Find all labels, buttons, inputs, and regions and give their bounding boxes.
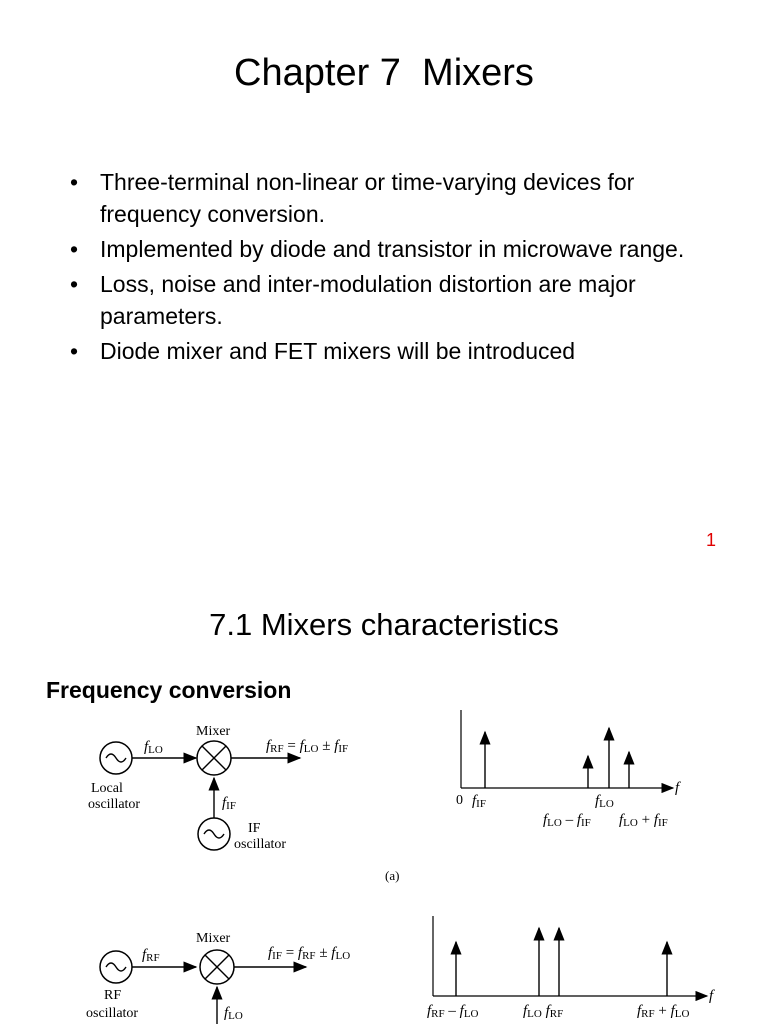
tick-fif: fIF [472,793,486,810]
sine-wave-icon [204,830,224,838]
bullet-glyph: • [70,236,79,262]
rf-label: RF [104,988,122,1003]
spectrum-plot-b [425,912,725,1024]
bullet-glyph: • [70,169,79,195]
section-title: 7.1 Mixers characteristics [209,607,559,642]
bullet-glyph: • [70,271,79,297]
lo-label: oscillator [88,797,141,812]
flo-symbol: fLO [144,739,163,756]
flo-symbol: fLO [224,1005,243,1022]
tick-flo-frf: fLO fRF [523,1003,564,1020]
fif-equation: fIF = fRF ± fLO [268,945,351,962]
lo-label: Local [91,781,123,796]
rf-label: oscillator [86,1006,139,1021]
if-label: IF [248,821,261,836]
bullet-item [70,335,710,367]
bullet-glyph: • [70,338,79,364]
tick-zero: 0 [456,793,463,808]
bullet-text: Diode mixer and FET mixers will be introduced [100,338,576,364]
spectrum-plot-a [425,704,695,834]
axis-f: f [709,988,714,1004]
fif-symbol: fIF [222,795,236,812]
subheading: Frequency conversion [46,677,292,703]
tick-frf-minus-flo: fRF – fLO [427,1003,479,1020]
sine-wave-icon [106,963,126,971]
tick-flo-minus-fif: fLO – fIF [543,812,591,829]
bullet-item [70,166,710,230]
slide-title: Chapter 7 Mixers [234,52,534,94]
frf-symbol: fRF [142,947,160,964]
tick-frf-plus-flo: fRF + fLO [637,1003,690,1020]
sine-wave-icon [106,754,126,762]
bullet-item [70,233,710,265]
if-label: oscillator [234,837,287,852]
mixer-label: Mixer [196,724,231,739]
bullet-list [70,166,710,370]
bullet-text: Three-terminal non-linear or time-varying devices for frequency conversion. [100,169,635,227]
bullet-text: Implemented by diode and transistor in microwave range. [100,236,685,262]
mixer-diagram-a [88,718,388,858]
page-number: 1 [706,530,717,550]
tick-flo: fLO [595,793,614,810]
mixer-label: Mixer [196,931,231,946]
bullet-item [70,268,710,332]
mixer-diagram-b [80,925,380,1024]
bullet-text: Loss, noise and inter-modulation distortion are major parameters. [100,271,636,329]
tick-flo-plus-fif: fLO + fIF [619,812,668,829]
axis-f: f [675,780,680,796]
figure-caption: (a) [385,868,400,883]
frf-equation: fRF = fLO ± fIF [266,738,349,755]
